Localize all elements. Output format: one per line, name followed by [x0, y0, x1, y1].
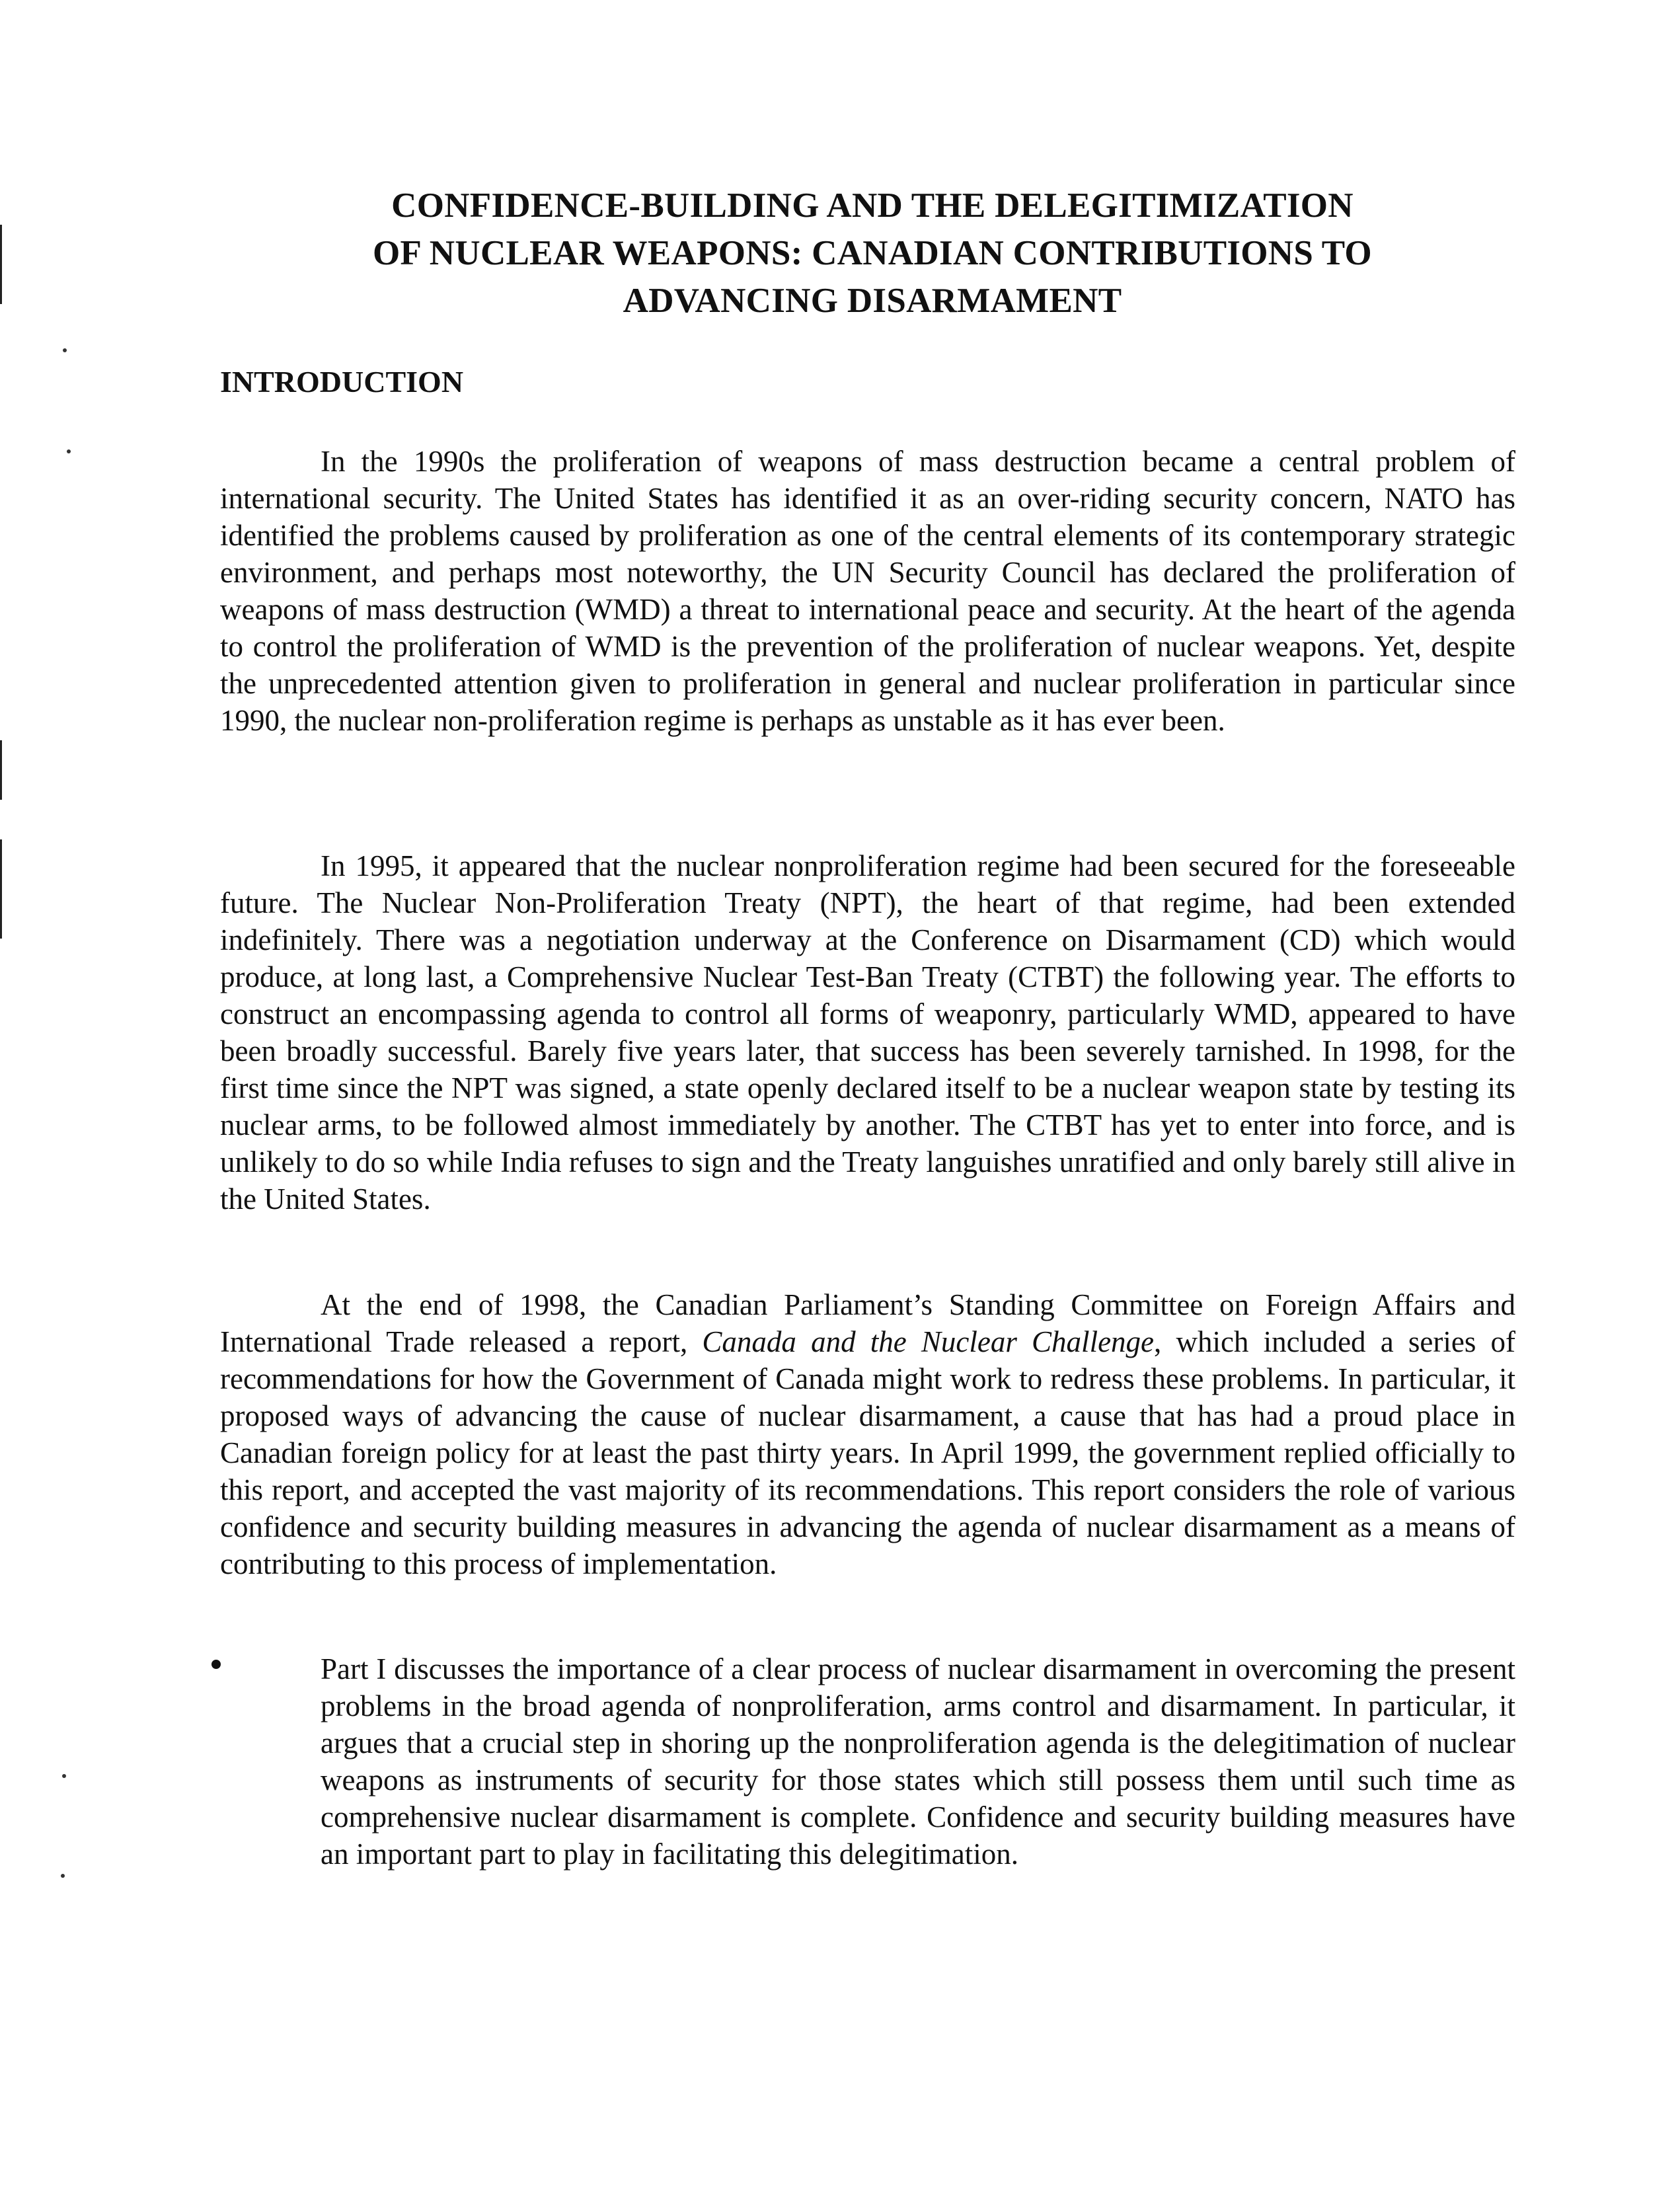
document-title [218, 182, 1527, 325]
section-heading: INTRODUCTION [220, 365, 464, 399]
scan-edge-mark [0, 740, 2, 800]
bullet-icon [211, 1660, 221, 1669]
title-line: ADVANCING DISARMAMENT [623, 282, 1122, 320]
scan-edge-mark [0, 225, 2, 304]
body-paragraph: In the 1990s the proliferation of weapons of mass destruction became a central problem of international security. The United States has identified it as an over-riding security concern, NATO has identified the problems caused by proliferation as one of the central elements of its contemporary strategic environment, and perhaps most noteworthy, the UN Security Council has declared the proliferation of weapons of mass destruction (WMD) a threat to international peace and security. At the heart of the agenda to control the proliferation of WMD is the prevention of the proliferation of nuclear weapons. Yet, despite the unprecedented attention given to proliferation in general and nuclear proliferation in particular since 1990, the nuclear non-proliferation regime is perhaps as unstable as it has ever been. [220, 445, 1515, 737]
bullet-text: Part I discusses the importance of a clear process of nuclear disarmament in overcoming the present problems in the broad agenda of nonproliferation, arms control and disarmament. In particular, it argues that a crucial step in shoring up the nonproliferation agenda is the delegitimation of nuclear weapons as instruments of security for those states which still possess them until such time as comprehensive nuclear disarmament is complete. Confidence and security building measures have an important part to play in facilitating this delegitimation. [321, 1652, 1515, 1871]
title-line: OF NUCLEAR WEAPONS: CANADIAN CONTRIBUTIONS TO [373, 234, 1372, 272]
scan-speck [63, 348, 67, 352]
body-paragraph [220, 1286, 1515, 1582]
scan-edge-mark [0, 839, 2, 939]
report-title-italic: Canada and the Nuclear Challenge [702, 1325, 1155, 1358]
scan-speck [67, 449, 71, 453]
paragraph-text: , which included a series of recommendations for how the Government of Canada might work to redress these problems. In particular, it proposed ways of advancing the cause of nuclear disarmament, a cause that has had a proud place in Canadian foreign policy for at least the past thirty years. In April 1999, the government replied officially to this report, and accepted the vast majority of its recommendations. This report considers the role of various confidence and security building measures in advancing the agenda of nuclear disarmament as a means of contributing to this process of implementation. [220, 1325, 1515, 1580]
scan-speck [62, 1774, 66, 1778]
scan-speck [61, 1874, 65, 1878]
paragraph-text: At the end of 1998, the Canadian Parliament’s Standing Committee on Foreign Affairs and International Trade released a report, [220, 1288, 1515, 1358]
body-paragraph: In 1995, it appeared that the nuclear nonproliferation regime had been secured for the foreseeable future. The Nuclear Non-Proliferation Treaty (NPT), the heart of that regime, had been extended indefinitely. There was a negotiation underway at the Conference on Disarmament (CD) which would produce, at long last, a Comprehensive Nuclear Test-Ban Treaty (CTBT) the following year. The efforts to construct an encompassing agenda to control all forms of weaponry, particularly WMD, appeared to have been broadly successful. Barely five years later, that success has been severely tarnished. In 1998, for the first time since the NPT was signed, a state openly declared itself to be a nuclear weapon state by testing its nuclear arms, to be followed almost immediately by another. The CTBT has yet to enter into force, and is unlikely to do so while India refuses to sign and the Treaty languishes unratified and only barely still alive in the United States. [220, 849, 1515, 1216]
title-line: CONFIDENCE-BUILDING AND THE DELEGITIMIZATION [391, 186, 1354, 225]
